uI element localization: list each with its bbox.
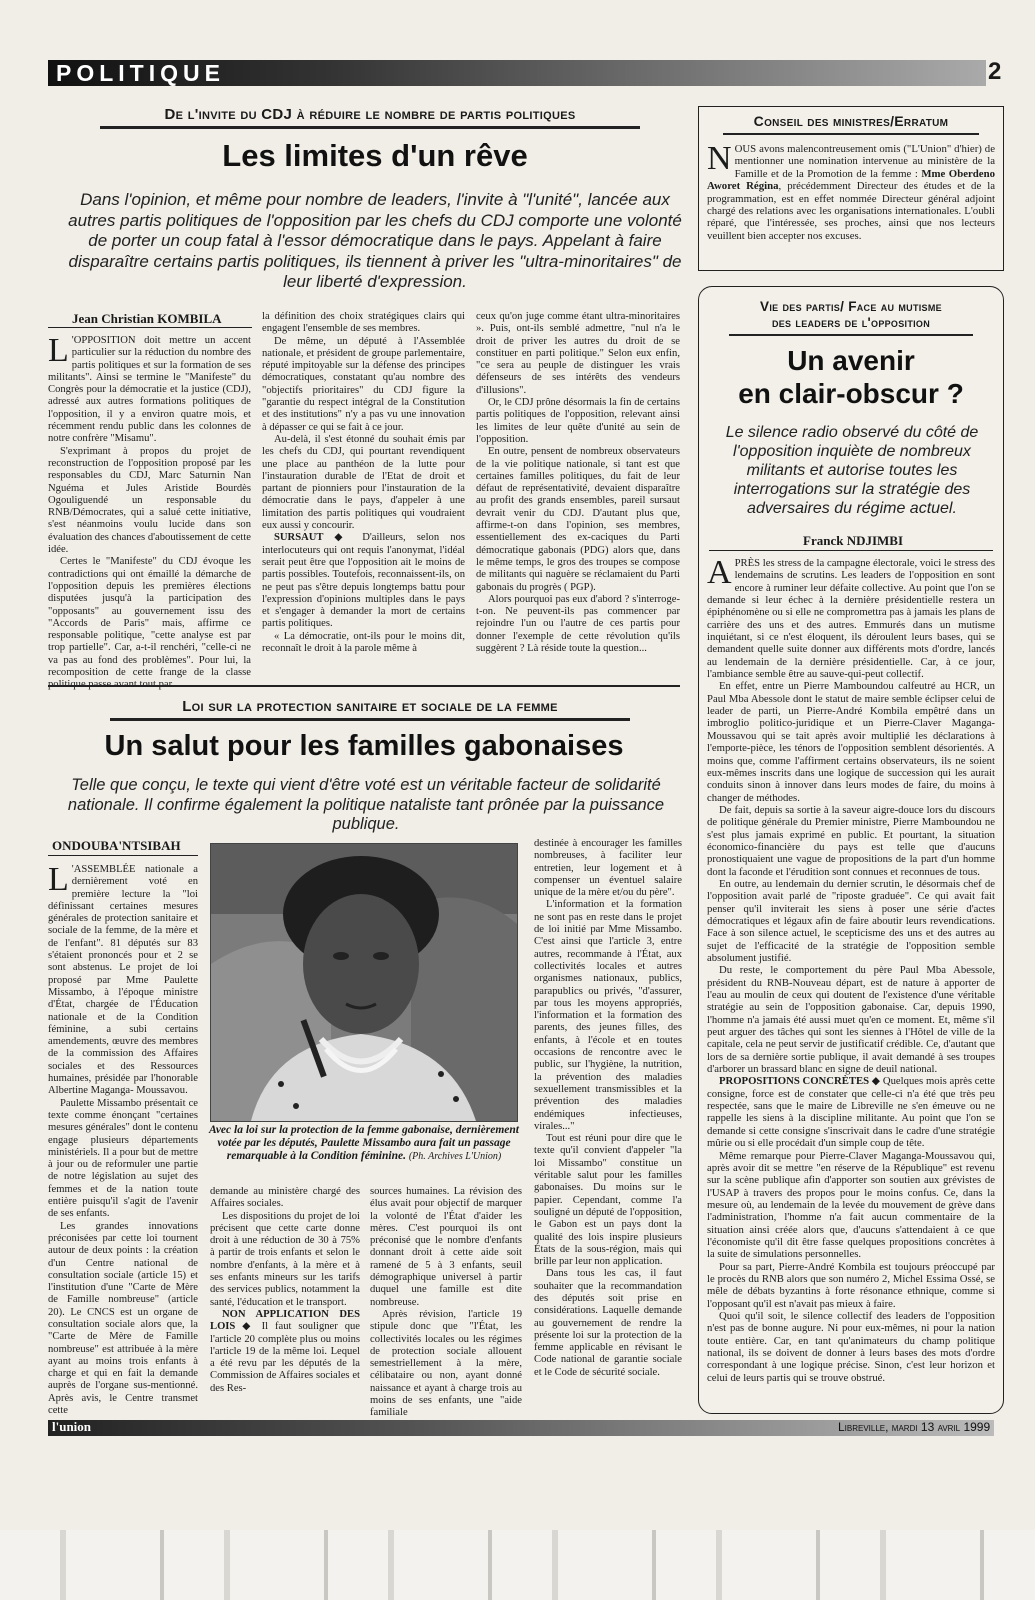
article2-byline-rule: [48, 855, 198, 856]
erratum-text: [707, 140, 995, 267]
article3-p5: Du reste, le comportement du père Paul Mba Abessole, président du RNB-Nouveau départ, est de nature à apporter de l'eau au moulin de ceux qui doutent de l'existence d'une véritable stratégie au sein de l'opposition gabonaise. Car, depuis 1990, l'homme n'a jamais été aussi muet qu'en ce moment. Et, même s'il peut arguer des tâches qui sont les siennes à l'Hôtel de ville de la capitale, cela ne peut servir de justificatif crédible. Ce, d'autant que lors de sa dernière sortie publique, il avait demandé à ses troupes d'arborer un brassard blanc en signe de deuil national.: [707, 964, 995, 1076]
article1-col3-p4: Alors pourquoi pas eux d'abord ? s'interroge-t-on. Ne peuvent-ils pas commencer par rejoindre l'un ou l'autre de ces partis pour donner l'exemple de cette révolution qu'ils suggèrent ? Là réside toute la question...: [476, 593, 680, 655]
article3-headline-line2: en clair-obscur ?: [738, 378, 964, 409]
article2-col1-p1: 'ASSEMBLÉE nationale a dernièrement voté en première lecture la "loi définissant certaines mesures générales de protection sanitaire et sociale de la femme, de la mère et de l'enfant". 81 députés sur 83 s'étaient prononcés pour et 2 se sont abstenus. Le projet de loi proposé par Mme Paulette Missambo, à l'époque ministre d'État, chargée de l'Éducation nationale et de la Condition féminine, a subi certains amendements, œuvre des membres de la commission des Affaires sociales et des Ressources humaines, présidée par l'honorable Albertine Maganga- Moussavou.: [48, 864, 198, 1097]
article2-column-1: [48, 861, 198, 1417]
article2-col2-p1: demande au ministère chargé des Affaires sociales.: [210, 1186, 360, 1210]
article-separator: [48, 685, 680, 687]
article1-col2-p1: la définition des choix stratégiques clairs qui engagent l'ensemble de ses membres.: [262, 311, 465, 335]
article2-column-2: [210, 1186, 360, 1412]
article2-col4-p3: Tout est réuni pour dire que le texte qu'il convient d'appeler "la loi Missambo" constitue un véritable salut pour les familles gabonaises. Du moins sur le papier. Cependant, comme l'a souligné un député de l'opposition, le Gabon est un pays dont la qualité des lois inspire plusieurs États de la sous-région, mais qui brille par leur non application.: [534, 1133, 682, 1268]
article2-intertitle: NON APPLICATION DES LOIS ◆: [210, 1308, 360, 1333]
article2-col1-p3: Les grandes innovations préconisées par cette loi tournent autour de deux points : la création d'un Centre national de consultation sociale (article 15) et l'institution d'une "Carte de Mère de Famille nombreuse" (article 20). Le CNCS est un organe de consultation sociale alors que, la "Carte de Mère de Famille nombreuse" est attribuée à la mère ayant au moins trois enfants à charge et qui en fait la demande auprès de l'organe sus-mentionné. Après avis, le Centre transmet cette: [48, 1220, 198, 1417]
article2-kicker-rule: [110, 718, 630, 721]
section-rubric: POLITIQUE: [56, 60, 225, 86]
article1-column-1: [48, 332, 251, 680]
photo-caption: [205, 1124, 523, 1163]
erratum-dropcap: N: [707, 140, 732, 177]
article3-intertitle: PROPOSITIONS CONCRÈTES ◆: [719, 1075, 881, 1088]
article1-col2-p2: De même, un député à l'Assemblée nationale, et président de groupe parlementaire, réputé impitoyable sur la défense des principes démocratiques, constatant qu'au nombre des "objectifs prioritaires" du CDJ figure la "garantie du respect intégral de la Constitution et des institutions" n'y a pas vu une innovation à dépasser ce qui se fait à ce jour.: [262, 335, 465, 433]
photo-caption-text: Avec la loi sur la protection de la femme gabonaise, dernièrement votée par les députés, Paulette Missambo aura fait un passage remarquable à la Condition féminine.: [209, 1124, 519, 1162]
article3-byline-rule: [709, 550, 993, 551]
article3-box: [698, 286, 1004, 1414]
article3-byline: Franck NDJIMBI: [803, 533, 904, 548]
article1-col1-p1: 'OPPOSITION doit mettre un accent particulier sur la réduction du nombre des partis politiques et sur la formation de ses militants". Ainsi se termine le "Manifeste" du Congrès pour la démocratie et la justice (CDJ), adressé aux autres formations politiques de l'opposition, il y a environ quatre mois, et récemment rendu public dans les colonnes de notre confrère "Misamu".: [48, 335, 251, 445]
article2-chapo: Telle que conçu, le texte qui vient d'être voté est un véritable facteur de solidarité nationale. Il confirme également la politique nataliste tant prônée par la puissance publique.: [67, 776, 665, 833]
portrait-illustration: [211, 844, 517, 1121]
article3-p8: Pour sa part, Pierre-André Kombila est toujours préoccupé par le procès du RNB alors que son numéro 2, Michel Essima Ossé, se mêle de débats byzantins à forte résonance ethnique, comme si l'opposant qu'il est n'avait pas mieux à faire.: [707, 1260, 995, 1310]
article3-kicker-line1: Vie des partis/ Face au mutisme: [760, 299, 942, 314]
erratum-kicker: Conseil des ministres/Erratum: [753, 113, 949, 129]
article1-byline-rule: [48, 327, 252, 328]
article3-p9: Quoi qu'il soit, le silence collectif des leaders de l'opposition n'est pas de bonne augure. Ni pour eux-mêmes, ni pour la nation toute entière. Car, en tant qu'animateurs du champ politique national, ils se doivent de donner à leurs bases des mots d'ordre correspondant à une logique précise. Sinon, c'est leur horizon et celui de leurs partis qui se trouve obstrué.: [707, 1309, 995, 1384]
article2-col2-p2: Les dispositions du projet de loi précisent que cette carte donne droit à une réduction de 30 à 75% à partir de trois enfants et selon le nombre d'enfants, à la mère et à ses enfants mineurs sur les tarifs des services publics, notamment la santé, l'éducation et le transport.: [210, 1210, 360, 1308]
article1-col3-p2: Or, le CDJ prône désormais la fin de certains partis politiques de l'opposition, relevant ainsi les limites de leur quête d'unité au sein de l'opposition.: [476, 397, 680, 445]
article2-col3-p2: Après révision, l'article 19 stipule donc que "l'État, les collectivités locales ou les régimes de protection sociale allouent semestriellement à la mère, célibataire ou non, ayant donné naissance et ayant à charge trois au moins de ses enfants, une "aide familiale: [370, 1308, 522, 1419]
article1-byline: Jean Christian KOMBILA: [72, 311, 222, 326]
article3-p7: Même remarque pour Pierre-Claver Maganga-Moussavou qui, après avoir dit se mettre "en réserve de la République" est revenu sur la scène publique afin d'apporter son soutien aux grévistes de l'USAP à travers des propos pour le moins confus. Ce, dans la mesure où, au lendemain de la levée du mouvement de grève dans l'administration, l'homme n'a fait aucun commentaire de la situation ainsi créée alors que, d'aucuns s'attendaient à ce que l'économiste qu'il dit être fasse quelques propositions concrètes à la suite de simulations personnelles.: [707, 1149, 995, 1261]
article2-col4-p2: L'information et la formation ne sont pas en reste dans le projet de loi initié par Mme Missambo. C'est ainsi que l'article 3, entre autres, recommande à l'État, aux collectivités locales et autres organismes nationaux, publics, parapublics ou privés, "d'assurer, par tous les moyens appropriés, l'information et la formation des parents, des jeunes filles, des enfants, à l'école et en toutes occasions de rencontre avec le public, sur l'hygiène, la nutrition, la prévention des maladies sexuellement transmissibles et la prévention des maladies endémiques infectieuses, virales...": [534, 899, 682, 1132]
article1-col2-p5: « La démocratie, ont-ils pour le moins dit, reconnaît le droit à la parole même à: [262, 630, 465, 655]
article2-col1-p2: Paulette Missambo présentait ce texte comme énonçant "certaines mesures générales" dont le contenu engage plusieurs départements ministériels. Il a pour but de mettre à jour ou de reformuler une partie de notre législation au sujet des femmes et de la nation toute entière puisqu'il s'agit de l'avenir de ses enfants.: [48, 1097, 198, 1220]
page-number: 2: [988, 58, 1002, 85]
article2-col2-p3: Il faut souligner que l'article 20 complète plus ou moins l'article 19 de la même loi. Lequel a été revu par les députés de la Commission de Affaires sociales et des Res-: [210, 1321, 360, 1394]
erratum-text-end: , précédemment Directeur des études et de la programmation, est en effet nommée Directeur général adjoint chargé des relations avec les organisations internationales. L'oubli réparé, que l'intéressée, ses proches, ainsi que nos lecteurs veuillent bien accepter nos excuses.: [707, 180, 995, 242]
article2-col3-p1: sources humaines. La révision des élus avait pour objectif de marquer la volonté de l'État d'aider les mères. C'est pourquoi ils ont préconisé que le nombre d'enfants donnant droit à cette aide soit ramené de 5 à 3 enfants, seuil démographique universel à partir duquel une famille est dite nombreuse.: [370, 1186, 522, 1308]
article1-column-2: [262, 311, 465, 680]
article2-col4-p1: destinée à encourager les familles nombreuses, à faciliter leur entretien, leur logement et à compenser un éventuel salaire unique de la mère et/ou du père".: [534, 838, 682, 899]
article2-dropcap: L: [48, 861, 69, 898]
article1-headline: Les limites d'un rêve: [222, 138, 528, 173]
footer-masthead: l'union: [52, 1419, 92, 1434]
article1-col2-p4: D'ailleurs, selon nos interlocuteurs qui ont requis l'anonymat, l'idéal serait peut être que l'opposition ait le moins de partis possibles. Toutefois, reconnaissent-ils, on ne peut pas s'être depuis longtemps battu pour l'expression d'opinions multiples dans le pays et s'engager à demander la mort de certains partis politiques.: [262, 532, 465, 630]
article3-p4: En outre, au lendemain du dernier scrutin, le désormais chef de l'opposition avait parlé de "riposte graduée". Ce qui avait fait penser qu'il inviterait les siens à poser une série d'actes démocratiques et légaux afin de faire aboutir leurs revendications. Face à son silence actuel, le scepticisme des uns et des autres au sujet de l'efficacité de la stratégie de l'opposition semble absolument justifié.: [707, 877, 995, 964]
article1-intertitle-sursaut: SURSAUT ◆: [274, 532, 352, 544]
article1-col3-p3: En outre, pensent de nombreux observateurs de la vie politique nationale, si tant est que certaines familles politiques, du fait de leur défaut de représentativité, devaient disparaître au profit des grands ensembles, pareil sursaut devrait venir du CDJ. D'autant plus que, affirme-t-on dans l'opinion, ses membres, essentiellement des ex-caciques du Parti démocratique gabonais (PDG) alors que, dans le même temps, le gros des troupes se compose de militants qui naguère se réclamaient du Parti gabonais du progrès ( PGP).: [476, 446, 680, 593]
article2-column-4: [534, 838, 682, 1412]
article3-p1: PRÈS les stress de la campagne électorale, voici le stress des lendemains de scrutins. Les leaders de l'opposition en sont encore à ruminer leur défaite collective. Au point que l'on se demande si leur échec à la dernière présidentielle restera un épiphénomène ou si elle ne compromettra pas à jamais les plans de carrière des uns et des autres. Emmurés dans un mutisme inquiétant, si ce n'est éloquent, ils déroulent leurs bases, qui se demandent quelle suite donner aux différents mots d'ordre, lancés au lendemain de la dernière présidentielle. Car, à ce jour, l'ambiance semble être au sauve-qui-peut collectif.: [707, 557, 995, 681]
article3-p3: De fait, depuis sa sortie à la saveur aigre-douce lors du discours de politique générale du Premier ministre, Pierre Mamboundou ne s'est plus jamais exprimé en public. Et pourtant, la situation économico-financière du pays est telle que d'aucuns pronostiquaient une vague de propositions de la part d'un homme dont la faconde et l'érudition sont connues et reconnues de tous.: [707, 803, 995, 878]
article1-kicker-rule: [100, 126, 640, 129]
article2-headline: Un salut pour les familles gabonaises: [104, 730, 624, 762]
scan-margin: [0, 1530, 1035, 1600]
article1-dropcap: L: [48, 332, 69, 369]
article2-col4-p4: Dans tous les cas, il faut souhaiter que la recommandation des députés soit prise en considérations. Laquelle demande au gouvernement de rendre la présente loi sur la protection de la femme applicable en révisant le Code national de garantie sociale et le Code de sécurité sociale.: [534, 1268, 682, 1378]
article2-column-3: [370, 1186, 522, 1419]
erratum-name: Mme Oberdeno Aworet Régina: [707, 167, 995, 193]
erratum-box: [698, 106, 1004, 271]
article1-col1-p3: Certes le "Manifeste" du CDJ évoque les contradictions qui ont émaillé la démarche de l'opposition depuis les premières élections disputées jusqu'à la participation des "opposants" au gouvernement issu des "Accords de Paris" mais, affirme ce responsable politique, "cette analyse est par trop partielle". Car, a-t-il renchéri, "celle-ci ne va pas au fond des problèmes". Pour lui, la recomposition de cette frange de la classe: [48, 556, 251, 679]
article3-text: [707, 554, 995, 1409]
article3-chapo: Le silence radio observé du côté de l'opposition inquiète de nombreux militants et autorise toutes les interrogations sur la stratégie des adversaires du régime actuel.: [725, 424, 979, 517]
article1-col3-p1: ceux qu'on juge comme étant ultra-minoritaires ». Puis, ont-ils semblé admettre, "nul n'a le droit de priver les autres du droit de se constituer en parti politique." Selon eux enfin, "ce sera au peuple de distinguer les vrais défenseurs de ses intérêts des vendeurs d'illusions".: [476, 311, 680, 396]
article3-kicker-line2: des leaders de l'opposition: [771, 315, 931, 330]
article1-col1-p2: S'exprimant à propos du projet de reconstruction de l'opposition proposé par les responsables du CDJ, Marc Saturnin Nan Nguéma et Jules Aristide Bourdès Ogouliguendé un responsable du RNB/Démocrates, qui a salué cette initiative, s'est néanmoins voulu lucide dans son évaluation des chances d'aboutissement de cette idée.: [48, 445, 251, 556]
erratum-kicker-rule: [723, 133, 979, 135]
article1-chapo: Dans l'opinion, et même pour nombre de leaders, l'invite à "l'unité", lancée aux autres partis politiques de l'opposition par les chefs du CDJ comporte une volonté de porter un coup fatal à l'essor démocratique dans le pays. Appelant à faire disparaître certains partis politiques, ils tiennent à priver les "ultra-minoritaires" de leur liberté d'expression.: [68, 190, 682, 291]
photo-credit: (Ph. Archives L'Union): [408, 1151, 502, 1162]
article2-byline: ONDOUBA'NTSIBAH: [52, 838, 181, 853]
article1-column-3: [476, 311, 680, 680]
article2-kicker: Loi sur la protection sanitaire et sociale de la femme: [182, 698, 558, 715]
article3-p6: Quelques mois après cette consigne, force est de constater que celle-ci n'a été que très peu respectée, sans que le maire de Libreville ne s'en émeuve ou ne rappelle les siens à la discipline militante. Au point que l'on se demande si cette consigne s'inscrivait dans le cadre d'une stratégie mûrie ou si elle procédait d'un simple coup de tête.: [707, 1075, 995, 1150]
article3-dropcap: A: [707, 554, 732, 591]
erratum-text-start: OUS avons malencontreusement omis ("L'Union" d'hier) de mentionner une nomination intervenue au ministère de la Famille et de la Promotion de la femme :: [734, 143, 995, 180]
footer-dateline: Libreville, mardi 13 avril 1999: [838, 1420, 991, 1434]
missambo-portrait-photo: [210, 843, 518, 1122]
article3-p2: En effet, entre un Pierre Mamboundou calfeutré au HCR, un Paul Mba Abessole dont le statut de maire semble éclipser celui de leader de parti, un Pierre-André Kombila empêtré dans un imbroglio politico-juridique et un Pierre-Claver Maganga-Moussavou qui se tait après avoir multiplié les déclarations à l'emporte-pièce, les ténors de l'opposition semblent désorientés. A moins que, comme l'affirment certains observateurs, ils ne soient eux-mêmes inscrits dans une logique de succession qui les aurait conduits sinon à innover dans leurs modes de faire, du moins à changer de méthodes.: [707, 680, 995, 804]
article1-kicker: De l'invite du CDJ à réduire le nombre de partis politiques: [164, 106, 576, 123]
article3-kicker-rule: [729, 334, 973, 336]
article1-col2-p3: Au-delà, il s'est étonné du souhait émis par les chefs du CDJ, qui pourtant revendiquent une place au panthéon de la lutte pour l'instauration durable de l'Etat de droit et partant de pionniers pour l'instauration de la démocratie dans le pays, d'appeler à une limitation des partis politiques qui voudraient eux aussi y concourir.: [262, 433, 465, 532]
article3-headline-line1: Un avenir: [787, 345, 915, 376]
